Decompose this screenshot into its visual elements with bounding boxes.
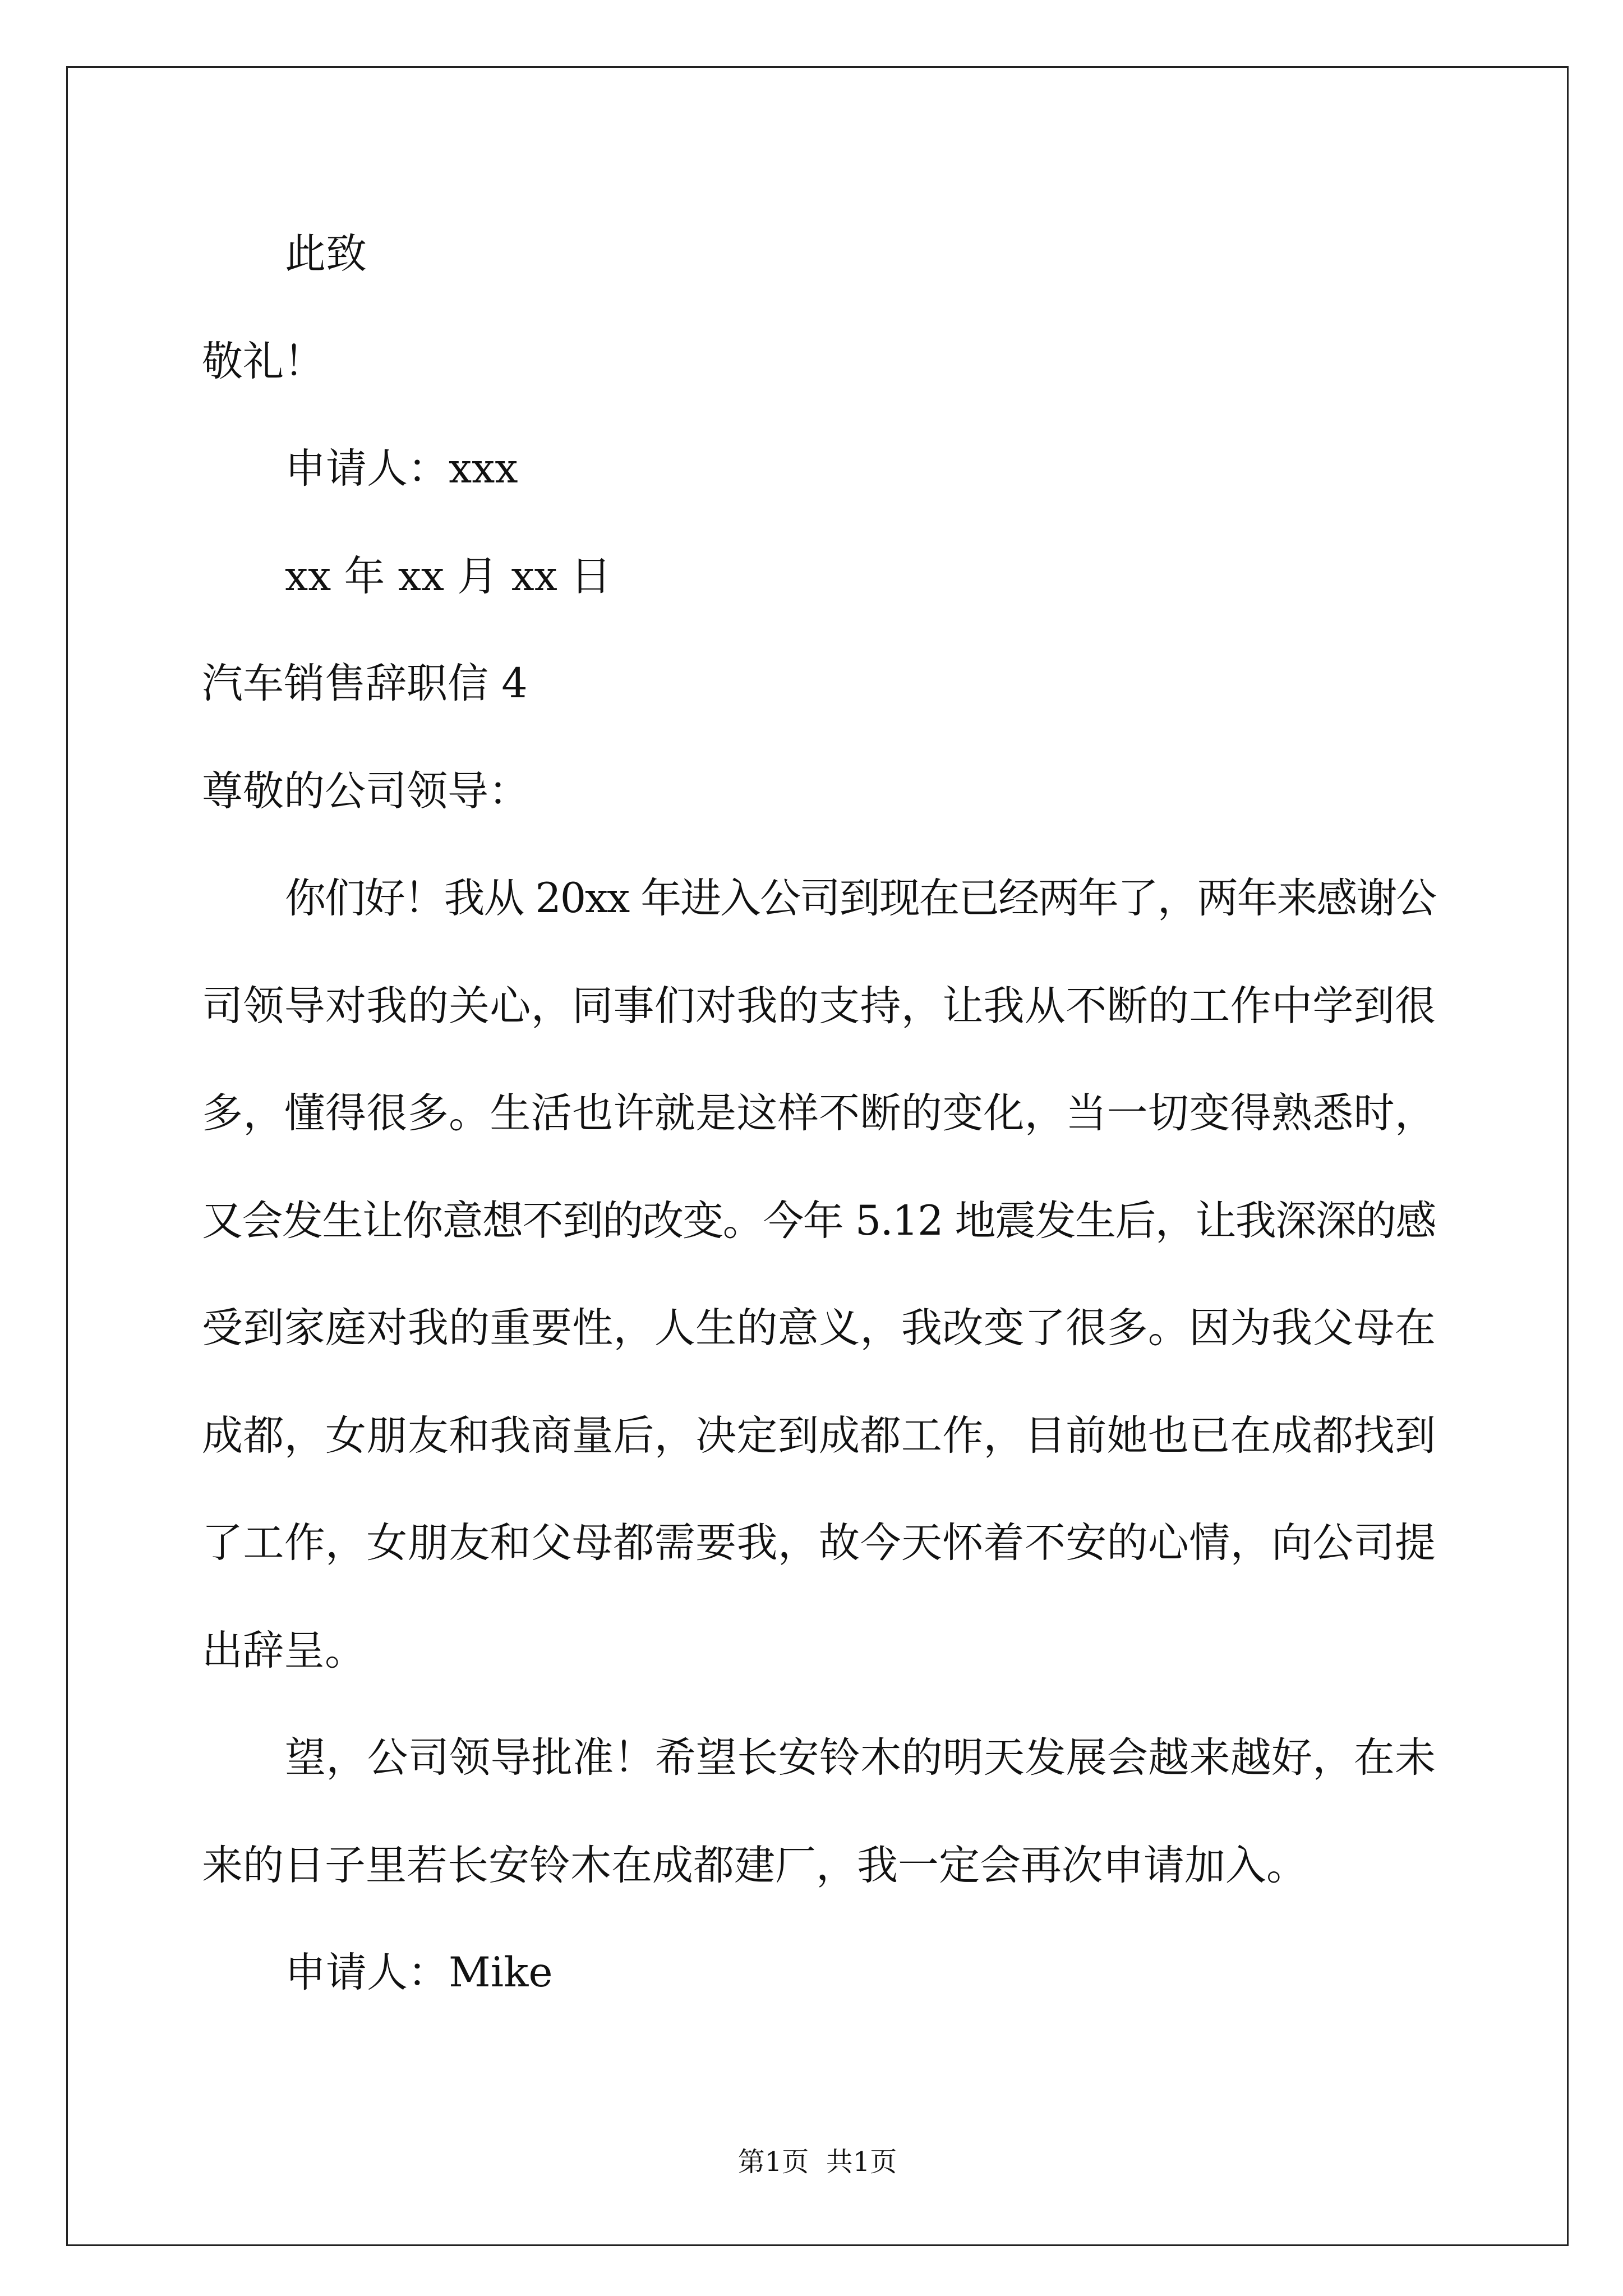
paragraph-1-line-3: 多，懂得很多。生活也许就是这样不断的变化，当一切变得熟悉时，: [202, 1089, 1436, 1137]
letter-body: [202, 200, 1436, 2027]
date-previous-letter: xx 年 xx 月 xx 日: [285, 552, 612, 600]
signature-previous-letter: 申请人：xxx: [285, 445, 518, 493]
paragraph-1-line-8: 出辞呈。: [202, 1626, 366, 1674]
paragraph-1-line-5: 受到家庭对我的重要性，人生的意义，我改变了很多。因为我父母在: [202, 1304, 1436, 1352]
closing-line: 此致: [285, 230, 367, 278]
signature-line: 申请人：Mike: [285, 1949, 553, 1996]
paragraph-1: [202, 845, 1436, 1704]
paragraph-2: [202, 1704, 1436, 1919]
page-footer: 第1页 共1页: [737, 2146, 897, 2178]
greeting-line: 尊敬的公司领导：: [202, 767, 529, 815]
paragraph-1-line-4: 又会发生让你意想不到的改变。今年 5.12 地震发生后，让我深深的感: [202, 1197, 1436, 1245]
paragraph-2-line-2: 来的日子里若长安铃木在成都建厂，我一定会再次申请加入。: [202, 1841, 1307, 1889]
letter-title: 汽车销售辞职信 4: [202, 660, 528, 707]
salutation-line: 敬礼！: [202, 337, 325, 385]
paragraph-2-line-1: 望，公司领导批准！希望长安铃木的明天发展会越来越好，在未: [285, 1734, 1436, 1782]
paragraph-1-line-2: 司领导对我的关心，同事们对我的支持，让我从不断的工作中学到很: [202, 982, 1436, 1030]
paragraph-1-line-6: 成都，女朋友和我商量后，决定到成都工作，目前她也已在成都找到: [202, 1411, 1436, 1460]
paragraph-1-line-1: 你们好！我从 20xx 年进入公司到现在已经两年了，两年来感谢公: [285, 875, 1436, 922]
paragraph-1-line-7: 了工作，女朋友和父母都需要我，故今天怀着不安的心情，向公司提: [202, 1519, 1436, 1567]
